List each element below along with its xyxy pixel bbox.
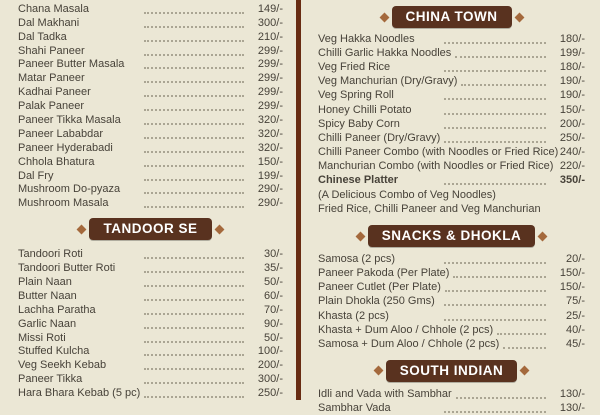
diamond-accent-icon <box>355 231 365 241</box>
menu-item-row <box>318 46 585 60</box>
item-price: 150/- <box>559 281 585 294</box>
dotted-leader <box>144 332 244 343</box>
item-price: 90/- <box>264 317 283 330</box>
item-name: Plain Dhokla (250 Gms) <box>318 295 435 308</box>
dotted-leader <box>144 387 244 398</box>
item-price: 210/- <box>257 30 283 43</box>
item-name: Idli and Vada with Sambhar <box>318 387 452 400</box>
menu-item-row <box>318 117 585 131</box>
dotted-leader <box>144 304 244 315</box>
item-price: 150/- <box>559 103 585 116</box>
item-price: 200/- <box>559 117 585 130</box>
item-name: Veg Fried Rice <box>318 61 391 74</box>
item-name: Kadhai Paneer <box>18 86 91 99</box>
dotted-leader <box>144 142 244 153</box>
item-price: 199/- <box>559 47 585 60</box>
item-price: 40/- <box>566 323 585 336</box>
dotted-leader <box>444 61 546 72</box>
item-price: 299/- <box>257 44 283 57</box>
item-price: 130/- <box>559 387 585 400</box>
dotted-leader <box>444 118 546 129</box>
item-name: Paneer Tikka Masala <box>18 114 121 127</box>
item-price: 50/- <box>264 276 283 289</box>
menu-item-row <box>18 289 283 303</box>
item-name: Paneer Hyderabadi <box>18 141 113 154</box>
menu-item-row <box>18 331 283 345</box>
menu-item-row <box>18 303 283 317</box>
menu-item-row <box>318 88 585 102</box>
dotted-leader <box>144 3 244 14</box>
dotted-leader <box>445 281 546 292</box>
item-name: Tandoori Roti <box>18 248 83 261</box>
dotted-leader <box>144 290 244 301</box>
item-price: 130/- <box>559 401 585 414</box>
menu-item-row <box>318 131 585 145</box>
item-price: 190/- <box>559 89 585 102</box>
menu-item-row <box>318 401 585 415</box>
item-price: 320/- <box>257 141 283 154</box>
menu-item-row <box>18 169 283 183</box>
dotted-leader <box>497 324 546 335</box>
dotted-leader <box>144 17 244 28</box>
item-name: Matar Paneer <box>18 72 85 85</box>
item-name: Veg Spring Roll <box>318 89 394 102</box>
dotted-leader <box>144 183 244 194</box>
item-name: Samosa (2 pcs) <box>318 253 396 266</box>
diamond-accent-icon <box>514 12 524 22</box>
dotted-leader <box>144 262 244 273</box>
item-name: Chana Masala <box>18 2 89 15</box>
menu-item-row <box>18 16 283 30</box>
item-name: Chilli Paneer Combo (with Noodles or Fried Rice) <box>318 145 559 158</box>
item-name: Palak Paneer <box>18 100 85 113</box>
item-name: Missi Roti <box>18 331 66 344</box>
section-banner-china-town <box>318 6 585 28</box>
item-name: Tandoori Butter Roti <box>18 262 116 275</box>
dotted-leader <box>144 170 244 181</box>
menu-item-row <box>318 308 585 322</box>
diamond-accent-icon <box>538 231 548 241</box>
dotted-leader <box>444 295 546 306</box>
menu-item-row <box>18 127 283 141</box>
diamond-accent-icon <box>373 366 383 376</box>
item-price: 45/- <box>566 337 585 350</box>
item-name: Garlic Naan <box>18 317 77 330</box>
section-banner-south-indian <box>318 360 585 382</box>
item-name: Samosa + Dum Aloo / Chhole (2 pcs) <box>318 337 500 350</box>
menu-item-row <box>18 358 283 372</box>
dotted-leader <box>144 373 244 384</box>
item-name: Butter Naan <box>18 289 77 302</box>
menu-item-row <box>18 44 283 58</box>
menu-column-left <box>0 0 296 400</box>
dotted-leader <box>144 45 244 56</box>
menu-item-row <box>18 247 283 261</box>
menu-item-row <box>18 71 283 85</box>
item-price: 250/- <box>257 387 283 400</box>
menu-item-row <box>318 74 585 88</box>
item-price: 320/- <box>257 114 283 127</box>
diamond-accent-icon <box>520 366 530 376</box>
item-price: 290/- <box>257 183 283 196</box>
dotted-leader <box>144 31 244 42</box>
item-name: Honey Chilli Potato <box>318 103 412 116</box>
item-price: 75/- <box>566 295 585 308</box>
item-price: 150/- <box>257 155 283 168</box>
dotted-leader <box>444 253 546 264</box>
dotted-leader <box>144 72 244 83</box>
menu-item-row <box>318 145 585 159</box>
item-name: Chilli Paneer (Dry/Gravy) <box>318 131 441 144</box>
item-price: 300/- <box>257 373 283 386</box>
item-name: Sambhar Vada <box>318 401 391 414</box>
menu-item-row <box>18 155 283 169</box>
item-name: Dal Makhani <box>18 16 80 29</box>
section-banner-tandoor-se <box>18 218 283 240</box>
dotted-leader <box>144 318 244 329</box>
dotted-leader <box>444 89 546 100</box>
item-price: 35/- <box>264 262 283 275</box>
menu-item-row <box>18 85 283 99</box>
item-name: Shahi Paneer <box>18 44 85 57</box>
menu-item-row <box>318 173 585 187</box>
item-price: 220/- <box>559 159 585 172</box>
menu-item-row <box>318 337 585 351</box>
section-banner-snacks-dhokla <box>318 225 585 247</box>
item-name: Manchurian Combo (with Noodles or Fried Rice) <box>318 159 554 172</box>
dotted-leader <box>144 359 244 370</box>
item-name: (A Delicious Combo of Veg Noodles) <box>318 188 496 201</box>
section-header-label: SOUTH INDIAN <box>386 360 518 382</box>
menu-item-row <box>18 99 283 113</box>
item-name: Veg Manchurian (Dry/Gravy) <box>318 75 458 88</box>
item-name: Hara Bhara Kebab (5 pc) <box>18 387 141 400</box>
menu-item-description-row <box>318 187 585 202</box>
item-price: 180/- <box>559 61 585 74</box>
diamond-accent-icon <box>379 12 389 22</box>
item-price: 250/- <box>559 131 585 144</box>
item-name: Paneer Lababdar <box>18 127 104 140</box>
menu-item-row <box>318 102 585 116</box>
dotted-leader <box>444 402 546 413</box>
item-price: 299/- <box>257 86 283 99</box>
menu-item-row <box>318 159 585 173</box>
dotted-leader <box>444 174 546 185</box>
dotted-leader <box>144 345 244 356</box>
item-price: 50/- <box>264 331 283 344</box>
dotted-leader <box>455 47 546 58</box>
item-name: Chhola Bhatura <box>18 155 95 168</box>
diamond-accent-icon <box>77 224 87 234</box>
item-price: 190/- <box>559 75 585 88</box>
menu-item-row <box>18 261 283 275</box>
item-name: Paneer Butter Masala <box>18 58 125 71</box>
dotted-leader <box>144 276 244 287</box>
dotted-leader <box>444 33 546 44</box>
item-price: 199/- <box>257 169 283 182</box>
item-price: 350/- <box>559 174 585 187</box>
item-price: 299/- <box>257 72 283 85</box>
dotted-leader <box>453 267 546 278</box>
item-name: Plain Naan <box>18 276 72 289</box>
item-price: 149/- <box>257 2 283 15</box>
diamond-accent-icon <box>214 224 224 234</box>
menu-item-row <box>318 280 585 294</box>
dotted-leader <box>144 114 244 125</box>
item-price: 70/- <box>264 303 283 316</box>
dotted-leader <box>144 86 244 97</box>
menu-item-row <box>18 30 283 44</box>
menu-item-row <box>318 323 585 337</box>
item-name: Stuffed Kulcha <box>18 345 90 358</box>
item-name: Dal Tadka <box>18 30 67 43</box>
item-price: 180/- <box>559 33 585 46</box>
menu-item-row <box>318 252 585 266</box>
section-header-label: TANDOOR SE <box>89 218 211 240</box>
menu-item-row <box>18 372 283 386</box>
item-price: 240/- <box>559 145 585 158</box>
item-price: 200/- <box>257 359 283 372</box>
menu-item-row <box>18 386 283 400</box>
item-price: 320/- <box>257 127 283 140</box>
item-price: 300/- <box>257 16 283 29</box>
item-price: 30/- <box>264 248 283 261</box>
menu-item-row <box>18 2 283 16</box>
dotted-leader <box>144 248 244 259</box>
menu-item-row <box>18 58 283 72</box>
item-name: Veg Seekh Kebab <box>18 359 107 372</box>
dotted-leader <box>144 197 244 208</box>
item-name: Chinese Platter <box>318 174 399 187</box>
menu-item-row <box>18 196 283 210</box>
item-price: 150/- <box>559 267 585 280</box>
item-name: Khasta (2 pcs) <box>318 309 389 322</box>
item-price: 25/- <box>566 309 585 322</box>
dotted-leader <box>144 100 244 111</box>
item-name: Paneer Tikka <box>18 373 83 386</box>
menu-item-row <box>18 113 283 127</box>
item-name: Chilli Garlic Hakka Noodles <box>318 47 452 60</box>
item-name: Khasta + Dum Aloo / Chhole (2 pcs) <box>318 323 494 336</box>
menu-item-description-row <box>318 202 585 217</box>
item-name: Mushroom Do-pyaza <box>18 183 121 196</box>
dotted-leader <box>144 128 244 139</box>
dotted-leader <box>444 310 546 321</box>
dotted-leader <box>144 58 244 69</box>
item-name: Dal Fry <box>18 169 54 182</box>
item-name: Paneer Cutlet (Per Plate) <box>318 281 441 294</box>
menu-item-row <box>318 387 585 401</box>
menu-item-row <box>318 294 585 308</box>
item-price: 60/- <box>264 289 283 302</box>
dotted-leader <box>461 75 546 86</box>
dotted-leader <box>503 338 546 349</box>
item-name: Lachha Paratha <box>18 303 96 316</box>
item-name: Paneer Pakoda (Per Plate) <box>318 267 450 280</box>
section-header-label: CHINA TOWN <box>392 6 512 28</box>
item-name: Fried Rice, Chilli Paneer and Veg Manchurian <box>318 203 541 216</box>
menu-item-row <box>18 345 283 359</box>
item-name: Veg Hakka Noodles <box>318 33 415 46</box>
item-price: 299/- <box>257 100 283 113</box>
menu-item-row <box>18 317 283 331</box>
item-price: 299/- <box>257 58 283 71</box>
dotted-leader <box>456 388 546 399</box>
item-name: Spicy Baby Corn <box>318 117 400 130</box>
item-price: 100/- <box>257 345 283 358</box>
menu-item-row <box>18 275 283 289</box>
menu-item-row <box>318 32 585 46</box>
item-price: 290/- <box>257 197 283 210</box>
dotted-leader <box>444 104 546 115</box>
menu-item-row <box>18 183 283 197</box>
menu-item-row <box>318 266 585 280</box>
dotted-leader <box>144 156 244 167</box>
menu-item-row <box>18 141 283 155</box>
menu-item-row <box>318 60 585 74</box>
item-name: Mushroom Masala <box>18 197 109 210</box>
dotted-leader <box>444 132 546 143</box>
section-header-label: SNACKS & DHOKLA <box>368 225 536 247</box>
menu-column-right <box>301 0 600 414</box>
item-price: 20/- <box>566 253 585 266</box>
